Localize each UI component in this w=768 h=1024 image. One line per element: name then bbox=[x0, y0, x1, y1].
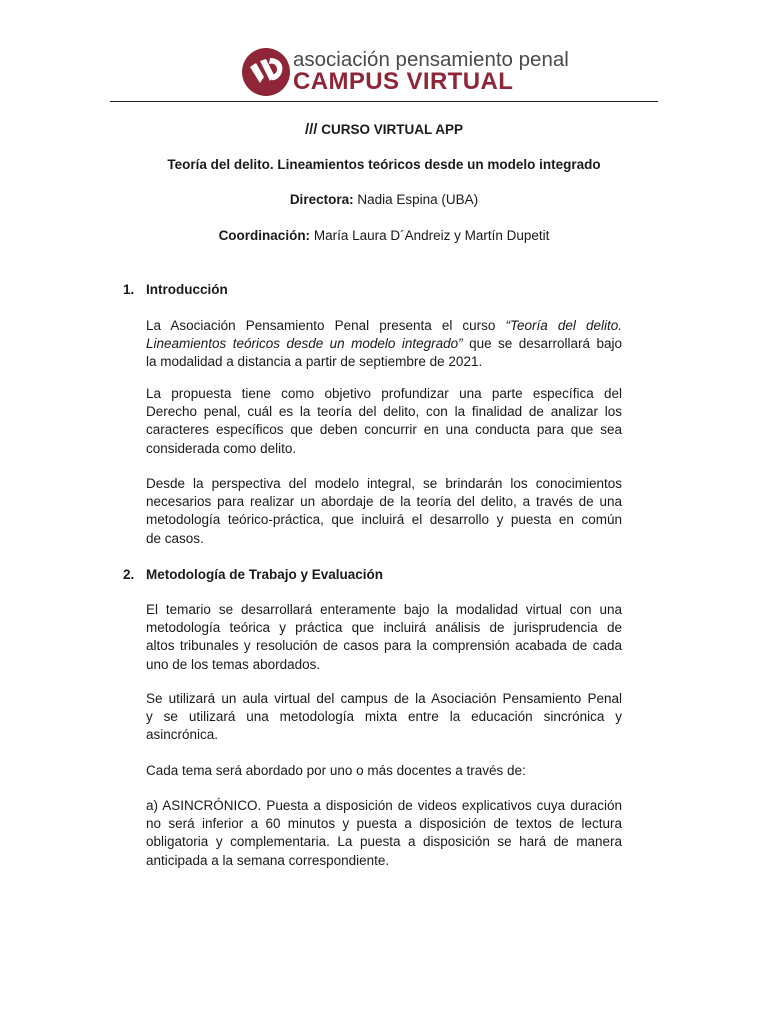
method-paragraph-3 bbox=[146, 762, 622, 780]
app-logo-icon bbox=[241, 47, 291, 97]
paragraph-line bbox=[146, 317, 622, 335]
section-title: Introducción bbox=[146, 282, 228, 297]
course-title: Teoría del delito. Lineamientos teóricos desde un modelo integrado bbox=[167, 157, 601, 172]
section-number: 2. bbox=[123, 567, 135, 582]
page-header bbox=[0, 0, 768, 102]
paragraph-line: caracteres específicos que deben concurrir en una conducta para que sea bbox=[146, 422, 622, 438]
paragraph-line: Se utilizará un aula virtual del campus de la Asociación Pensamiento Penal bbox=[146, 691, 622, 706]
paragraph-line: no será inferior a 60 minutos y puesta a disposición de textos de lectura bbox=[146, 816, 622, 832]
paragraph-line: y se utilizará una metodología mixta entre la educación sincrónica y bbox=[146, 709, 622, 725]
paragraph-line: asincrónica. bbox=[146, 727, 219, 743]
course-label bbox=[110, 121, 658, 139]
paragraph-line: Desde la perspectiva del modelo integral, se brindarán los conocimientos bbox=[146, 476, 622, 491]
slashes: /// bbox=[304, 121, 318, 138]
campus-title: CAMPUS VIRTUAL bbox=[293, 68, 514, 95]
director-line bbox=[110, 191, 658, 209]
paragraph-line: metodología teórico-práctica, que incluirá el desarrollo y puesta en común bbox=[146, 512, 622, 528]
section-heading-introduccion bbox=[123, 281, 228, 299]
paragraph-line: El temario se desarrollará enteramente bajo la modalidad virtual con una bbox=[146, 602, 622, 617]
method-paragraph-2 bbox=[146, 690, 622, 745]
paragraph-line: de casos. bbox=[146, 530, 204, 546]
org-name: asociación pensamiento penal bbox=[293, 48, 569, 71]
method-paragraph-4 bbox=[146, 797, 622, 870]
intro-paragraph-1 bbox=[146, 317, 622, 372]
text-run: que se desarrollará bajo bbox=[469, 336, 622, 352]
text-run: La Asociación Pensamiento Penal presenta el curso bbox=[146, 318, 496, 333]
paragraph-line: altos tribunales y resolución de casos para la comprensión acabada de cada bbox=[146, 638, 622, 654]
intro-paragraph-2 bbox=[146, 385, 622, 458]
paragraph-line: Cada tema será abordado por uno o más docentes a través de: bbox=[146, 763, 526, 778]
paragraph-line: anticipada a la semana correspondiente. bbox=[146, 852, 390, 868]
paragraph-line: obligatoria y complementaria. La puesta a disposición se hará de manera bbox=[146, 834, 622, 850]
paragraph-line: metodología teórica y práctica que incluirá análisis de jurisprudencia de bbox=[146, 620, 622, 636]
paragraph-line: necesarios para realizar un abordaje de la teoría del delito, a través de una bbox=[146, 494, 622, 510]
director-name: Nadia Espina (UBA) bbox=[357, 192, 479, 207]
coordination-names: María Laura D´Andreiz y Martín Dupetit bbox=[313, 228, 550, 243]
intro-paragraph-3 bbox=[146, 475, 622, 548]
coordination-label: Coordinación: bbox=[218, 228, 311, 243]
paragraph-line bbox=[146, 335, 622, 353]
paragraph-line: Derecho penal, cuál es la teoría del delito, con la finalidad de analizar los bbox=[146, 404, 622, 420]
italic-text-run: “Teoría del delito. bbox=[505, 318, 622, 333]
paragraph-line: a) ASINCRÓNICO. Puesta a disposición de videos explicativos cuya duración bbox=[146, 798, 622, 813]
coordination-line bbox=[110, 227, 658, 245]
italic-text-run: Lineamientos teóricos desde un modelo integrado” bbox=[146, 336, 463, 352]
method-paragraph-1 bbox=[146, 601, 622, 674]
section-heading-metodologia bbox=[123, 566, 383, 584]
paragraph-line: uno de los temas abordados. bbox=[146, 656, 321, 672]
course-name: CURSO VIRTUAL APP bbox=[321, 122, 464, 137]
paragraph-line: La propuesta tiene como objetivo profundizar una parte específica del bbox=[146, 386, 622, 401]
section-number: 1. bbox=[123, 282, 135, 297]
section-title: Metodología de Trabajo y Evaluación bbox=[146, 567, 384, 582]
paragraph-line: considerada como delito. bbox=[146, 440, 297, 456]
header-divider bbox=[110, 101, 658, 102]
director-label: Directora: bbox=[289, 192, 354, 207]
paragraph-line: la modalidad a distancia a partir de septiembre de 2021. bbox=[146, 354, 483, 370]
